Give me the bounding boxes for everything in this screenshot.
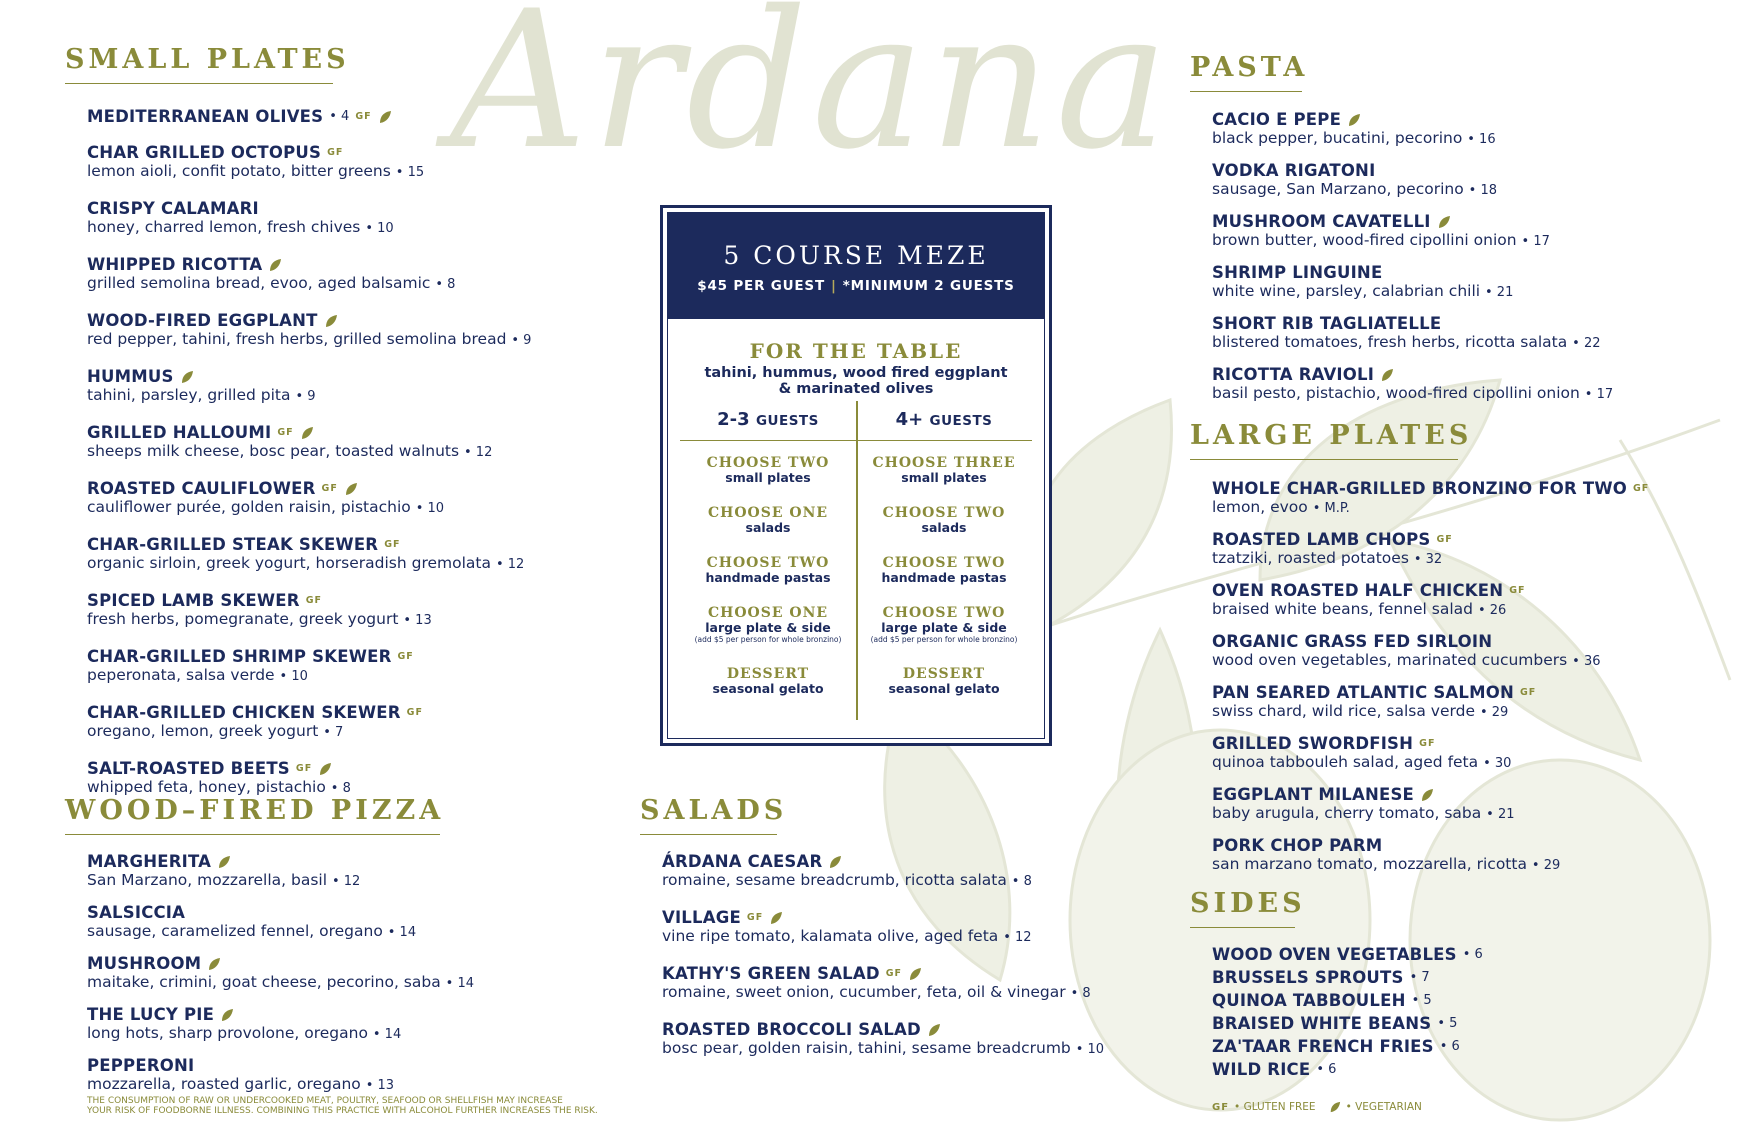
item-description: fresh herbs, pomegranate, greek yogurt [87, 610, 399, 628]
list-item [87, 1005, 474, 1044]
item-price: • 12 [464, 445, 493, 460]
item-description: organic sirloin, greek yogurt, horseradish gremolata [87, 554, 491, 572]
vegetarian-leaf-icon [1380, 368, 1394, 382]
item-description: black pepper, bucatini, pecorino [1212, 129, 1463, 147]
gluten-free-badge: GF [397, 651, 414, 662]
item-name: THE LUCY PIE [87, 1005, 215, 1024]
meze-course: handmade pastas [881, 570, 1007, 585]
list-item [1212, 968, 1483, 987]
guest-count: 2-3 [717, 409, 750, 430]
item-price: • M.P. [1312, 501, 1350, 516]
item-name: SHORT RIB TAGLIATELLE [1212, 314, 1442, 333]
gluten-free-badge: GF [1519, 687, 1537, 698]
item-description: san marzano tomato, mozzarella, ricotta [1212, 855, 1527, 873]
brand-watermark: Ardana [450, 0, 1173, 191]
meze-table-line: & marinated olives [778, 381, 934, 397]
item-price: • 7 [1409, 970, 1430, 985]
item-price: • 10 [1075, 1042, 1105, 1057]
meze-note: (add $5 per person for whole bronzino) [870, 635, 1018, 644]
vegetarian-leaf-icon [1329, 1101, 1341, 1113]
list-item [1212, 991, 1483, 1010]
meze-table-title: FOR THE TABLE [749, 339, 963, 363]
gluten-free-badge: GF [327, 147, 344, 158]
item-name: WHIPPED RICOTTA [87, 255, 263, 274]
item-price: • 26 [1477, 603, 1507, 618]
gluten-free-badge: GF [321, 483, 338, 494]
item-name: WOOD-FIRED EGGPLANT [87, 311, 318, 330]
item-description: honey, charred lemon, fresh chives [87, 218, 361, 236]
vegetarian-leaf-icon [1347, 113, 1361, 127]
item-price: • 8 [1070, 986, 1091, 1001]
meze-table-desc [668, 365, 1044, 397]
item-price: • 29 [1479, 705, 1509, 720]
list-item [1212, 110, 1613, 149]
meze-separator: | [830, 278, 837, 294]
item-name: PAN SEARED ATLANTIC SALMON [1212, 683, 1514, 702]
vegetarian-leaf-icon [927, 1023, 941, 1037]
item-name: SHRIMP LINGUINE [1212, 263, 1383, 282]
item-description: quinoa tabbouleh salad, aged feta [1212, 753, 1479, 771]
list-item [87, 703, 531, 742]
item-description: cauliflower purée, golden raisin, pistachio [87, 498, 411, 516]
sides-title: SIDES [1190, 888, 1295, 928]
meze-col-4-plus [856, 441, 1032, 716]
list-item [662, 852, 1104, 891]
gluten-free-badge: GF [1212, 1101, 1230, 1113]
item-description: lemon aioli, confit potato, bitter greens [87, 162, 391, 180]
vegetarian-leaf-icon [180, 370, 194, 384]
item-price: • 9 [511, 333, 532, 348]
gluten-free-badge: GF [295, 763, 313, 774]
item-name: OVEN ROASTED HALF CHICKEN [1212, 581, 1504, 600]
vegetarian-leaf-icon [1437, 215, 1451, 229]
meze-title: 5 COURSE MEZE [723, 241, 989, 270]
item-description: swiss chard, wild rice, salsa verde [1212, 702, 1475, 720]
item-price: • 8 [330, 781, 351, 796]
salads-list [662, 852, 1104, 1076]
meze-col1-head [680, 401, 856, 440]
item-price: • 13 [403, 613, 432, 628]
item-name: GRILLED SWORDFISH [1212, 734, 1414, 753]
meze-choice: CHOOSE TWO [882, 555, 1006, 571]
disclaimer-line: THE CONSUMPTION OF RAW OR UNDERCOOKED MEAT, POULTRY, SEAFOOD OR SHELLFISH MAY INCREASE [87, 1096, 563, 1106]
item-description: tahini, parsley, grilled pita [87, 386, 291, 404]
item-price: • 12 [331, 874, 361, 889]
food-safety-disclaimer [87, 1096, 707, 1116]
item-name: VODKA RIGATONI [1212, 161, 1376, 180]
meze-choice: CHOOSE TWO [706, 555, 830, 571]
list-item [1212, 945, 1483, 964]
item-name: MARGHERITA [87, 852, 212, 871]
item-price: • 29 [1531, 858, 1561, 873]
meze-course: small plates [725, 470, 811, 485]
meze-box [660, 205, 1052, 746]
list-item [1212, 785, 1649, 824]
list-item [87, 311, 531, 350]
item-name: MEDITERRANEAN OLIVES [87, 107, 324, 126]
item-name: SALT-ROASTED BEETS [87, 759, 290, 778]
list-item [87, 199, 531, 238]
guest-count: 4+ [895, 409, 924, 430]
list-item [662, 964, 1104, 1003]
vegetarian-leaf-icon [217, 855, 231, 869]
item-price: • 10 [279, 669, 308, 684]
item-name: MUSHROOM CAVATELLI [1212, 212, 1431, 231]
item-name: ROASTED LAMB CHOPS [1212, 530, 1431, 549]
meze-choice: CHOOSE TWO [882, 605, 1006, 621]
item-name: VILLAGE [662, 908, 741, 927]
item-price: • 6 [1462, 947, 1483, 962]
list-item [1212, 1014, 1483, 1033]
item-name: CHAR-GRILLED CHICKEN SKEWER [87, 703, 401, 722]
item-price: • 18 [1468, 183, 1497, 198]
meze-choice: DESSERT [726, 666, 810, 682]
item-description: lemon, evoo [1212, 498, 1308, 516]
list-item [87, 1056, 474, 1095]
item-name: HUMMUS [87, 367, 174, 386]
item-price: • 30 [1483, 756, 1512, 771]
small-plates-list [87, 107, 531, 815]
vegetarian-leaf-icon [378, 110, 392, 124]
disclaimer-line: YOUR RISK OF FOODBORNE ILLNESS. COMBINING THIS PRACTICE WITH ALCOHOL FURTHER INCREASES THE RISK. [87, 1106, 598, 1116]
gluten-free-badge: GF [746, 912, 764, 923]
vegetarian-leaf-icon [769, 911, 783, 925]
item-description: sausage, San Marzano, pecorino [1212, 180, 1464, 198]
item-description: red pepper, tahini, fresh herbs, grilled semolina bread [87, 330, 507, 348]
meze-course: seasonal gelato [712, 681, 824, 696]
gluten-free-badge: GF [305, 595, 322, 606]
item-price: • 15 [395, 165, 425, 180]
item-description: tzatziki, roasted potatoes [1212, 549, 1409, 567]
item-name: EGGPLANT MILANESE [1212, 785, 1415, 804]
item-description: baby arugula, cherry tomato, saba [1212, 804, 1482, 822]
dietary-legend [1212, 1101, 1422, 1113]
gluten-free-badge: GF [406, 707, 423, 718]
item-price: • 6 [1316, 1062, 1337, 1077]
list-item [1212, 836, 1649, 875]
guest-label: GUESTS [929, 413, 993, 429]
item-price: • 32 [1413, 552, 1443, 567]
list-item [1212, 734, 1649, 773]
item-price: • 14 [372, 1027, 402, 1042]
list-item [1212, 314, 1613, 353]
meze-choice: CHOOSE TWO [706, 455, 830, 471]
vegetarian-leaf-icon [318, 762, 332, 776]
item-price: • 14 [445, 976, 475, 991]
legend-gf-text: • GLUTEN FREE [1234, 1101, 1316, 1113]
item-price: • 21 [1485, 285, 1514, 300]
item-description: blistered tomatoes, fresh herbs, ricotta salata [1212, 333, 1568, 351]
meze-price: $45 PER GUEST [697, 278, 825, 294]
list-item [662, 908, 1104, 947]
item-name: QUINOA TABBOULEH [1212, 991, 1406, 1010]
list-item [87, 143, 531, 182]
list-item [87, 759, 531, 798]
meze-course: small plates [901, 470, 987, 485]
list-item [87, 255, 531, 294]
item-name: ÁRDANA CAESAR [662, 852, 823, 871]
meze-divider [856, 401, 858, 720]
gluten-free-badge: GF [277, 427, 294, 438]
vegetarian-leaf-icon [324, 314, 338, 328]
gluten-free-badge: GF [384, 539, 401, 550]
item-name: SPICED LAMB SKEWER [87, 591, 300, 610]
item-price: • 12 [495, 557, 525, 572]
list-item [87, 591, 531, 630]
vegetarian-leaf-icon [300, 426, 314, 440]
pasta-title: PASTA [1190, 52, 1302, 92]
item-price: • 12 [1003, 930, 1032, 945]
item-price: • 6 [1439, 1039, 1460, 1054]
meze-course: salads [745, 520, 791, 535]
meze-choice: CHOOSE THREE [872, 455, 1016, 471]
vegetarian-leaf-icon [908, 967, 922, 981]
item-description: maitake, crimini, goat cheese, pecorino, saba [87, 973, 441, 991]
item-name: WILD RICE [1212, 1060, 1311, 1079]
item-name: PORK CHOP PARM [1212, 836, 1383, 855]
item-price: • 4 [329, 109, 350, 124]
item-name: ORGANIC GRASS FED SIRLOIN [1212, 632, 1493, 651]
item-name: SALSICCIA [87, 903, 186, 922]
item-name: CHAR GRILLED OCTOPUS [87, 143, 322, 162]
item-name: CACIO E PEPE [1212, 110, 1342, 129]
vegetarian-leaf-icon [220, 1008, 234, 1022]
vegetarian-leaf-icon [1420, 788, 1434, 802]
item-name: RICOTTA RAVIOLI [1212, 365, 1375, 384]
list-item [1212, 683, 1649, 722]
meze-course: handmade pastas [705, 570, 831, 585]
vegetarian-leaf-icon [828, 855, 842, 869]
sides-list [1212, 945, 1483, 1083]
list-item [87, 954, 474, 993]
list-item [1212, 581, 1649, 620]
guest-label: GUESTS [755, 413, 819, 429]
meze-table-line: tahini, hummus, wood fired eggplant [704, 365, 1008, 381]
item-price: • 10 [415, 501, 445, 516]
pasta-list [1212, 110, 1613, 416]
list-item [1212, 479, 1649, 518]
meze-course: salads [921, 520, 967, 535]
pizza-list [87, 852, 474, 1107]
meze-choice: CHOOSE ONE [707, 605, 829, 621]
item-price: • 10 [365, 221, 394, 236]
item-price: • 9 [295, 389, 316, 404]
item-description: whipped feta, honey, pistachio [87, 778, 326, 796]
gluten-free-badge: GF [885, 968, 903, 979]
item-description: San Marzano, mozzarella, basil [87, 871, 328, 889]
item-price: • 13 [365, 1078, 395, 1093]
item-name: CHAR-GRILLED STEAK SKEWER [87, 535, 379, 554]
small-plates-title: SMALL PLATES [65, 44, 333, 84]
item-description: bosc pear, golden raisin, tahini, sesame breadcrumb [662, 1039, 1071, 1057]
item-description: peperonata, salsa verde [87, 666, 275, 684]
meze-course: seasonal gelato [888, 681, 1000, 696]
item-description: oregano, lemon, greek yogurt [87, 722, 319, 740]
item-price: • 36 [1572, 654, 1601, 669]
meze-col2-head [856, 401, 1032, 440]
item-name: ROASTED CAULIFLOWER [87, 479, 316, 498]
vegetarian-leaf-icon [344, 482, 358, 496]
list-item [1212, 632, 1649, 671]
item-price: • 5 [1411, 993, 1432, 1008]
item-name: GRILLED HALLOUMI [87, 423, 272, 442]
list-item [87, 107, 531, 126]
item-price: • 17 [1584, 387, 1614, 402]
item-description: wood oven vegetables, marinated cucumbers [1212, 651, 1568, 669]
item-description: long hots, sharp provolone, oregano [87, 1024, 368, 1042]
item-price: • 8 [1011, 874, 1032, 889]
list-item [87, 535, 531, 574]
item-name: BRUSSELS SPROUTS [1212, 968, 1404, 987]
item-name: KATHY'S GREEN SALAD [662, 964, 880, 983]
list-item [1212, 263, 1613, 302]
gluten-free-badge: GF [1436, 534, 1453, 545]
item-description: grilled semolina bread, evoo, aged balsamic [87, 274, 431, 292]
item-name: ROASTED BROCCOLI SALAD [662, 1020, 921, 1039]
vegetarian-leaf-icon [268, 258, 282, 272]
large-plates-title: LARGE PLATES [1190, 420, 1458, 460]
item-price: • 7 [323, 725, 344, 740]
meze-choice: CHOOSE ONE [707, 505, 829, 521]
gluten-free-badge: GF [1632, 483, 1650, 494]
item-description: white wine, parsley, calabrian chili [1212, 282, 1481, 300]
item-name: MUSHROOM [87, 954, 202, 973]
meze-subtitle [668, 278, 1044, 294]
gluten-free-badge: GF [355, 111, 372, 122]
vegetarian-leaf-icon [207, 957, 221, 971]
item-description: basil pesto, pistachio, wood-fired cipollini onion [1212, 384, 1580, 402]
list-item [87, 903, 474, 942]
item-price: • 8 [435, 277, 456, 292]
list-item [87, 647, 531, 686]
item-name: PEPPERONI [87, 1056, 195, 1075]
item-name: CRISPY CALAMARI [87, 199, 259, 218]
item-description: vine ripe tomato, kalamata olive, aged feta [662, 927, 999, 945]
list-item [1212, 212, 1613, 251]
item-name: WOOD OVEN VEGETABLES [1212, 945, 1457, 964]
meze-course: large plate & side [705, 620, 831, 635]
meze-options [680, 401, 1032, 720]
list-item [1212, 161, 1613, 200]
item-description: sausage, caramelized fennel, oregano [87, 922, 383, 940]
list-item [1212, 1037, 1483, 1056]
item-name: WHOLE CHAR-GRILLED BRONZINO FOR TWO [1212, 479, 1627, 498]
item-name: ZA'TAAR FRENCH FRIES [1212, 1037, 1434, 1056]
list-item [87, 423, 531, 462]
item-description: brown butter, wood-fired cipollini onion [1212, 231, 1517, 249]
list-item [87, 479, 531, 518]
meze-choice: DESSERT [902, 666, 986, 682]
list-item [87, 367, 531, 406]
gluten-free-badge: GF [1419, 738, 1436, 749]
meze-col-2-3 [680, 441, 856, 716]
meze-header [668, 213, 1044, 319]
item-description: romaine, sweet onion, cucumber, feta, oil & vinegar [662, 983, 1066, 1001]
item-name: CHAR-GRILLED SHRIMP SKEWER [87, 647, 392, 666]
item-price: • 14 [387, 925, 417, 940]
item-price: • 22 [1572, 336, 1601, 351]
meze-note: (add $5 per person for whole bronzino) [694, 635, 842, 644]
item-description: romaine, sesame breadcrumb, ricotta salata [662, 871, 1007, 889]
meze-minimum: *MINIMUM 2 GUESTS [842, 278, 1015, 294]
item-price: • 17 [1521, 234, 1550, 249]
pizza-title: WOOD–FIRED PIZZA [65, 795, 440, 835]
meze-course: large plate & side [881, 620, 1007, 635]
item-price: • 5 [1437, 1016, 1458, 1031]
item-price: • 16 [1467, 132, 1496, 147]
item-price: • 21 [1486, 807, 1515, 822]
item-description: braised white beans, fennel salad [1212, 600, 1473, 618]
salads-title: SALADS [640, 795, 777, 835]
large-plates-list [1212, 479, 1649, 887]
list-item [662, 1020, 1104, 1059]
item-name: BRAISED WHITE BEANS [1212, 1014, 1432, 1033]
item-description: mozzarella, roasted garlic, oregano [87, 1075, 361, 1093]
list-item [87, 852, 474, 891]
meze-choice: CHOOSE TWO [882, 505, 1006, 521]
list-item [1212, 530, 1649, 569]
gluten-free-badge: GF [1509, 585, 1526, 596]
list-item [1212, 1060, 1483, 1079]
list-item [1212, 365, 1613, 404]
item-description: sheeps milk cheese, bosc pear, toasted walnuts [87, 442, 460, 460]
legend-veg-text: • VEGETARIAN [1345, 1101, 1422, 1113]
